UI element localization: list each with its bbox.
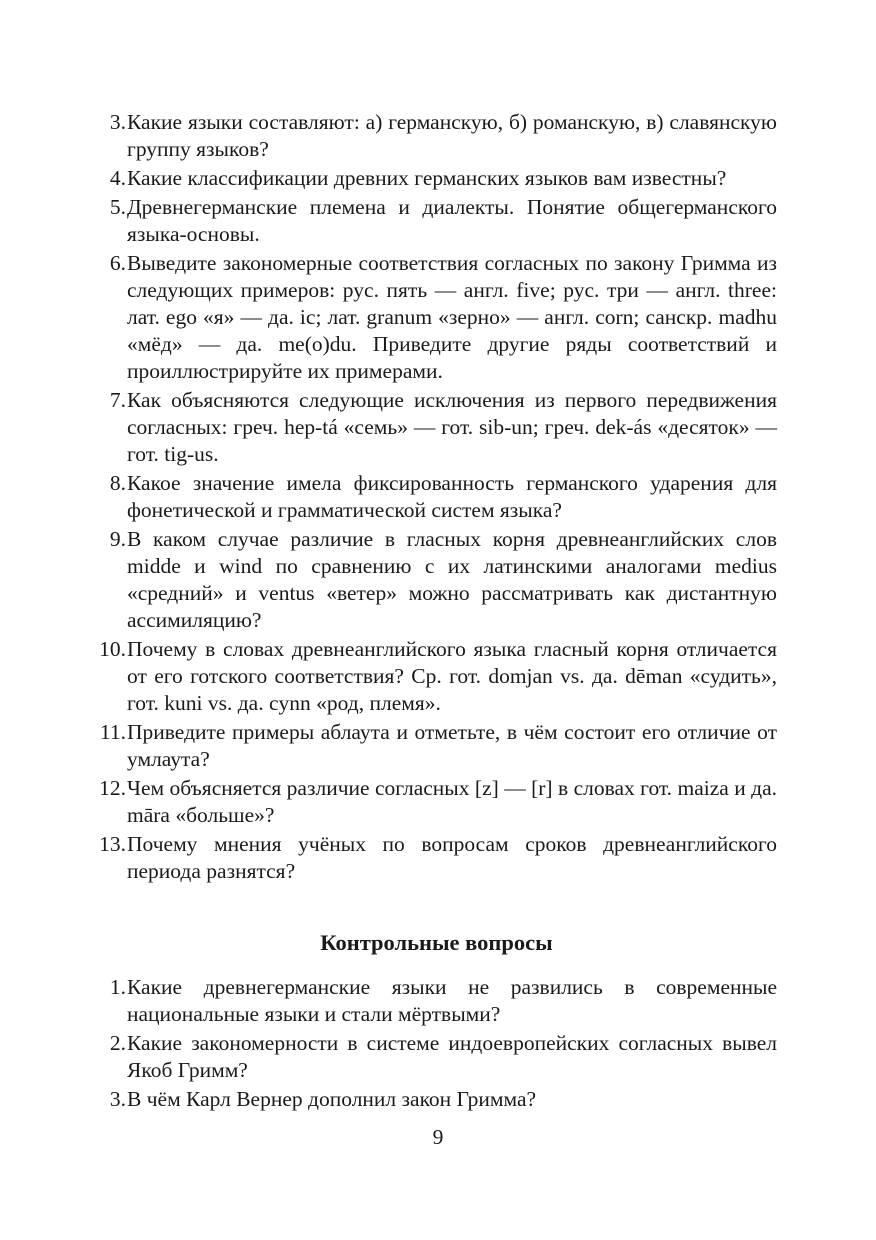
question-number: 8. — [109, 471, 126, 495]
question-number: 11. — [99, 720, 126, 744]
section-title: Контрольные вопросы — [320, 930, 553, 955]
question-item — [96, 387, 777, 468]
question-text: Какое значение имела фиксированность германского ударения для фонетической и грамматической систем языка? — [127, 471, 777, 522]
question-text: Выведите закономерные соответствия согласных по закону Гримма из следующих примеров: рус. пять — англ. five; рус. три — англ. three: лат. ego «я» — да. ic; лат. granum «зерно» — англ. corn; санскр. madhu «мёд» — да. me(o)du. Приведите другие ряды соответствий и проиллюстрируйте их примерами. — [127, 251, 777, 383]
question-text: Почему мнения учёных по вопросам сроков древнеанглийского периода разнятся? — [127, 832, 777, 883]
question-number: 2. — [109, 1031, 126, 1055]
question-item — [96, 775, 777, 829]
question-item — [96, 719, 777, 773]
question-item — [96, 1086, 777, 1113]
question-item — [96, 636, 777, 717]
question-text: Какие закономерности в системе индоевропейских согласных вывел Якоб Гримм? — [127, 1031, 777, 1082]
question-number: 7. — [109, 388, 126, 412]
question-item — [96, 194, 777, 248]
question-number: 3. — [109, 110, 126, 134]
question-number: 13. — [99, 832, 126, 856]
question-number: 12. — [99, 776, 126, 800]
question-number: 6. — [109, 251, 126, 275]
question-text: Древнегерманские племена и диалекты. Понятие общегерманского языка-основы. — [127, 195, 777, 246]
question-item — [96, 470, 777, 524]
question-number: 1. — [109, 975, 126, 999]
question-text: Какие древнегерманские языки не развились в современные национальные языки и стали мёртвыми? — [127, 975, 777, 1026]
question-number: 9. — [109, 527, 126, 551]
question-text: Почему в словах древнеанглийского языка гласный корня отличается от его готского соответствия? Ср. гот. domjan vs. да. dēman «судить», гот. kuni vs. да. cynn «род, племя». — [127, 637, 777, 715]
question-item — [96, 250, 777, 385]
question-item — [96, 831, 777, 885]
question-item — [96, 165, 777, 192]
question-number: 5. — [109, 195, 126, 219]
question-number: 10. — [99, 637, 126, 661]
question-list-2 — [96, 974, 777, 1113]
question-list-1 — [96, 109, 777, 885]
question-text: Приведите примеры аблаута и отметьте, в чём состоит его отличие от умлаута? — [127, 720, 777, 771]
question-item — [96, 1030, 777, 1084]
question-text: Чем объясняется различие согласных [z] — [r] в словах гот. maiza и да. māra «больше»? — [127, 776, 777, 827]
question-text: Какие классификации древних германских языков вам известны? — [127, 166, 727, 190]
question-text: Как объясняются следующие исключения из первого передвижения согласных: греч. hep-tá «семь» — гот. sib-un; греч. dek-ás «десяток» — гот. tig-us. — [127, 388, 777, 466]
page-body — [96, 109, 777, 1115]
question-item — [96, 109, 777, 163]
question-item — [96, 526, 777, 634]
question-text: В каком случае различие в гласных корня древнеанглийских слов midde и wind по сравнению с их латинскими аналогами medius «средний» и ventus «ветер» можно рассматривать как дистантную ассимиляцию? — [127, 527, 777, 632]
question-number: 4. — [109, 166, 126, 190]
question-item — [96, 974, 777, 1028]
question-number: 3. — [109, 1087, 126, 1111]
question-text: Какие языки составляют: а) германскую, б) романскую, в) славянскую группу языков? — [127, 110, 777, 161]
question-text: В чём Карл Вернер дополнил закон Гримма? — [127, 1087, 537, 1111]
page-number: 9 — [432, 1125, 444, 1149]
